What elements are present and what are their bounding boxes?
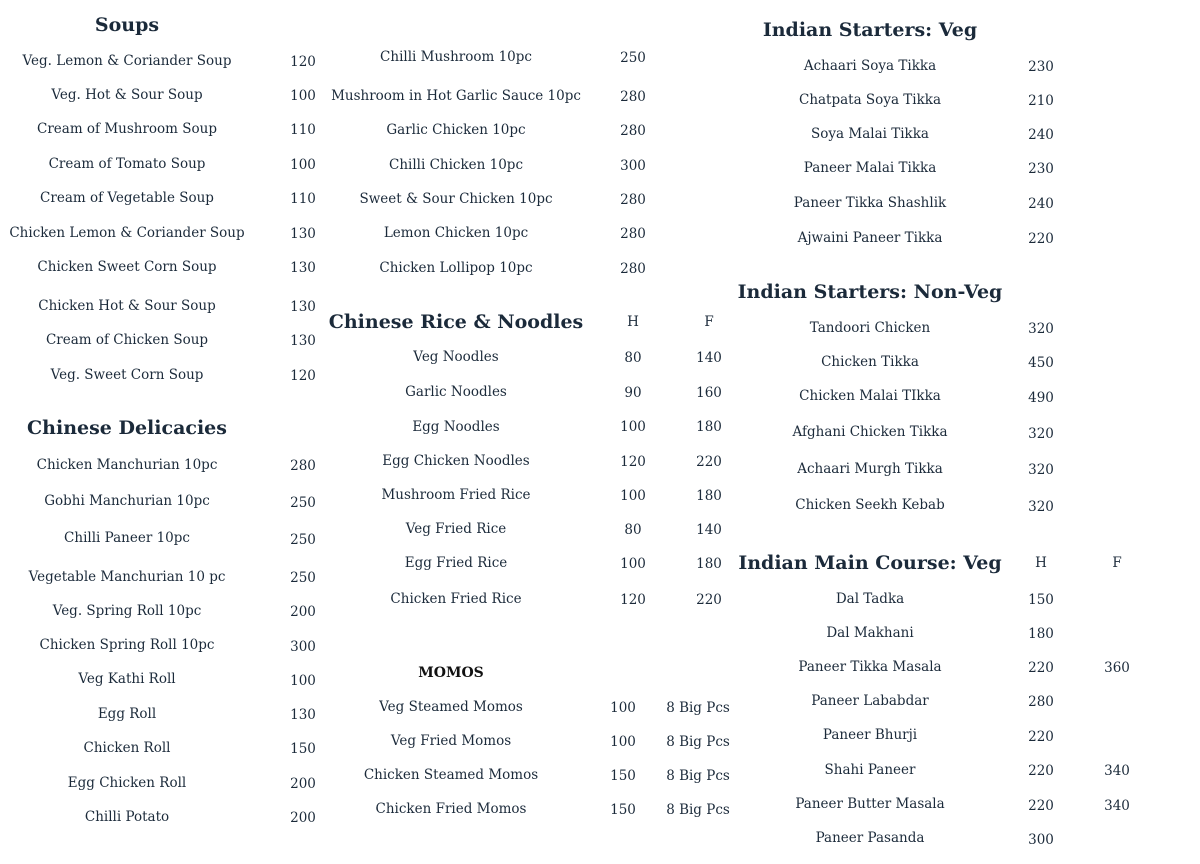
menu-item-name: Chilli Mushroom 10pc xyxy=(380,49,532,65)
menu-item-name: Veg Noodles xyxy=(413,349,499,365)
menu-item-name: Egg Noodles xyxy=(412,419,500,435)
menu-item-name: Shahi Paneer xyxy=(824,762,916,778)
menu-item-quantity: 8 Big Pcs xyxy=(666,734,730,750)
menu-item-name: Chicken Roll xyxy=(83,740,171,756)
menu-item-name: Achaari Soya Tikka xyxy=(803,58,937,74)
menu-item-name: Egg Roll xyxy=(97,706,157,722)
menu-item-name: Chicken Sweet Corn Soup xyxy=(37,259,217,275)
menu-item-name: Chicken Lollipop 10pc xyxy=(379,260,533,276)
menu-item-price-full: 160 xyxy=(696,385,722,401)
menu-item-price-half: 220 xyxy=(1028,798,1054,814)
column-header-half: H xyxy=(1035,555,1047,571)
menu-item-name: Garlic Noodles xyxy=(405,384,507,400)
menu-item-name: Veg Fried Momos xyxy=(390,733,512,749)
section-title-momos: MOMOS xyxy=(418,665,484,681)
menu-item-name: Cream of Mushroom Soup xyxy=(37,121,217,137)
menu-item-price-half: 220 xyxy=(1028,763,1054,779)
menu-item-name: Lemon Chicken 10pc xyxy=(383,225,529,241)
menu-item-price: 100 xyxy=(610,734,636,750)
menu-item-price-half: 300 xyxy=(1028,832,1054,848)
section-title-main-veg: Indian Main Course: Veg xyxy=(738,552,1002,574)
menu-item-price: 300 xyxy=(290,639,316,655)
menu-item-price: 100 xyxy=(290,88,316,104)
menu-item-name: Achaari Murgh Tikka xyxy=(797,461,943,477)
column-header-full: F xyxy=(704,314,714,330)
menu-item-name: Chicken Fried Rice xyxy=(390,591,522,607)
menu-item-name: Egg Chicken Roll xyxy=(67,775,187,791)
menu-item-price: 150 xyxy=(610,802,636,818)
menu-item-name: Paneer Butter Masala xyxy=(795,796,945,812)
menu-item-name: Cream of Vegetable Soup xyxy=(40,190,214,206)
menu-item-name: Egg Fried Rice xyxy=(404,555,508,571)
menu-item-name: Mushroom Fried Rice xyxy=(381,487,531,503)
menu-item-name: Dal Makhani xyxy=(826,625,914,641)
menu-item-name: Paneer Tikka Shashlik xyxy=(793,195,947,211)
menu-item-price: 130 xyxy=(290,260,316,276)
menu-item-price: 320 xyxy=(1028,499,1054,515)
menu-item-name: Veg Steamed Momos xyxy=(379,699,523,715)
menu-item-price: 130 xyxy=(290,707,316,723)
section-title-starters-veg: Indian Starters: Veg xyxy=(762,19,978,41)
menu-item-price-half: 90 xyxy=(624,385,642,401)
menu-item-price: 200 xyxy=(290,604,316,620)
menu-item-price-full: 340 xyxy=(1104,763,1130,779)
menu-item-price: 280 xyxy=(620,226,646,242)
menu-item-price-half: 100 xyxy=(620,488,646,504)
menu-item-name: Veg. Spring Roll 10pc xyxy=(52,603,202,619)
menu-item-name: Afghani Chicken Tikka xyxy=(792,424,948,440)
menu-item-price: 200 xyxy=(290,810,316,826)
menu-item-name: Mushroom in Hot Garlic Sauce 10pc xyxy=(331,88,581,104)
section-title-rice-noodles: Chinese Rice & Noodles xyxy=(328,311,584,333)
menu-item-price-full: 140 xyxy=(696,350,722,366)
menu-item-name: Paneer Tikka Masala xyxy=(798,659,942,675)
menu-item-price: 250 xyxy=(290,570,316,586)
menu-item-name: Chicken Manchurian 10pc xyxy=(36,457,218,473)
menu-item-name: Chilli Chicken 10pc xyxy=(388,157,524,173)
menu-item-price: 210 xyxy=(1028,93,1054,109)
menu-item-price: 280 xyxy=(620,123,646,139)
menu-item-price: 100 xyxy=(290,157,316,173)
menu-item-price: 250 xyxy=(290,495,316,511)
menu-item-price: 100 xyxy=(610,700,636,716)
menu-item-name: Soya Malai Tikka xyxy=(811,126,929,142)
menu-item-name: Paneer Pasanda xyxy=(815,830,925,846)
menu-item-name: Dal Tadka xyxy=(835,591,905,607)
menu-item-price: 120 xyxy=(290,54,316,70)
menu-item-name: Chicken Tikka xyxy=(821,354,919,370)
menu-item-name: Veg. Hot & Sour Soup xyxy=(51,87,203,103)
menu-item-quantity: 8 Big Pcs xyxy=(666,700,730,716)
menu-item-price-full: 180 xyxy=(696,488,722,504)
menu-item-price-half: 100 xyxy=(620,556,646,572)
section-title-soups: Soups xyxy=(94,14,160,36)
menu-item-name: Chilli Potato xyxy=(84,809,170,825)
menu-item-name: Egg Chicken Noodles xyxy=(382,453,530,469)
menu-item-name: Veg. Sweet Corn Soup xyxy=(50,367,204,383)
menu-item-price-full: 180 xyxy=(696,556,722,572)
menu-item-price: 240 xyxy=(1028,127,1054,143)
menu-item-price-half: 280 xyxy=(1028,694,1054,710)
menu-item-price-full: 140 xyxy=(696,522,722,538)
section-title-chinese-delicacies: Chinese Delicacies xyxy=(27,417,227,439)
column-header-half: H xyxy=(627,314,639,330)
menu-item-price: 280 xyxy=(620,192,646,208)
column-header-full: F xyxy=(1112,555,1122,571)
menu-item-price: 320 xyxy=(1028,462,1054,478)
menu-item-price: 130 xyxy=(290,299,316,315)
menu-item-name: Ajwaini Paneer Tikka xyxy=(797,230,943,246)
menu-item-name: Sweet & Sour Chicken 10pc xyxy=(359,191,553,207)
menu-item-price-full: 220 xyxy=(696,454,722,470)
menu-item-name: Chicken Fried Momos xyxy=(375,801,527,817)
menu-item-name: Chilli Paneer 10pc xyxy=(64,530,190,546)
menu-item-price: 320 xyxy=(1028,321,1054,337)
menu-item-name: Chicken Malai TIkka xyxy=(799,388,941,404)
menu-item-name: Veg. Lemon & Coriander Soup xyxy=(22,53,232,69)
menu-item-price: 230 xyxy=(1028,161,1054,177)
menu-item-price-half: 100 xyxy=(620,419,646,435)
menu-item-price-half: 80 xyxy=(624,350,642,366)
menu-item-price: 280 xyxy=(620,89,646,105)
menu-item-name: Chicken Seekh Kebab xyxy=(795,497,945,513)
menu-item-name: Chatpata Soya Tikka xyxy=(798,92,942,108)
menu-item-price-half: 220 xyxy=(1028,729,1054,745)
menu-item-price: 110 xyxy=(290,122,316,138)
menu-item-name: Vegetable Manchurian 10 pc xyxy=(28,569,226,585)
menu-item-name: Veg Fried Rice xyxy=(405,521,507,537)
menu-item-price: 250 xyxy=(290,532,316,548)
menu-item-price: 230 xyxy=(1028,59,1054,75)
menu-item-name: Chicken Steamed Momos xyxy=(363,767,539,783)
menu-item-price: 220 xyxy=(1028,231,1054,247)
menu-item-name: Chicken Spring Roll 10pc xyxy=(39,637,215,653)
menu-item-quantity: 8 Big Pcs xyxy=(666,768,730,784)
menu-item-name: Paneer Malai Tikka xyxy=(803,160,937,176)
menu-item-name: Paneer Bhurji xyxy=(822,727,918,743)
menu-item-price: 280 xyxy=(620,261,646,277)
menu-item-price: 150 xyxy=(290,741,316,757)
menu-item-price: 130 xyxy=(290,333,316,349)
menu-item-quantity: 8 Big Pcs xyxy=(666,802,730,818)
menu-item-price: 450 xyxy=(1028,355,1054,371)
menu-item-price-full: 360 xyxy=(1104,660,1130,676)
menu-item-price: 200 xyxy=(290,776,316,792)
menu-item-name: Cream of Chicken Soup xyxy=(45,332,209,348)
menu-item-price: 150 xyxy=(610,768,636,784)
menu-item-price-half: 220 xyxy=(1028,660,1054,676)
menu-item-price-half: 80 xyxy=(624,522,642,538)
menu-item-name: Veg Kathi Roll xyxy=(78,671,176,687)
menu-item-price-half: 180 xyxy=(1028,626,1054,642)
menu-item-name: Garlic Chicken 10pc xyxy=(386,122,526,138)
menu-item-price-full: 340 xyxy=(1104,798,1130,814)
menu-item-name: Tandoori Chicken xyxy=(809,320,931,336)
menu-item-price: 100 xyxy=(290,673,316,689)
menu-item-name: Cream of Tomato Soup xyxy=(48,156,206,172)
menu-item-name: Gobhi Manchurian 10pc xyxy=(44,493,210,509)
menu-item-price-half: 150 xyxy=(1028,592,1054,608)
section-title-starters-nonveg: Indian Starters: Non-Veg xyxy=(737,281,1003,303)
menu-item-price: 250 xyxy=(620,50,646,66)
menu-item-price-half: 120 xyxy=(620,592,646,608)
menu-item-name: Chicken Lemon & Coriander Soup xyxy=(9,225,245,241)
menu-item-price: 280 xyxy=(290,458,316,474)
menu-item-price: 300 xyxy=(620,158,646,174)
menu-item-price: 320 xyxy=(1028,426,1054,442)
menu-item-name: Chicken Hot & Sour Soup xyxy=(38,298,216,314)
menu-item-price: 120 xyxy=(290,368,316,384)
menu-item-price: 240 xyxy=(1028,196,1054,212)
menu-item-price: 490 xyxy=(1028,390,1054,406)
menu-item-price-half: 120 xyxy=(620,454,646,470)
menu-item-price: 130 xyxy=(290,226,316,242)
menu-item-name: Paneer Lababdar xyxy=(811,693,929,709)
menu-item-price-full: 220 xyxy=(696,592,722,608)
menu-item-price-full: 180 xyxy=(696,419,722,435)
menu-item-price: 110 xyxy=(290,191,316,207)
